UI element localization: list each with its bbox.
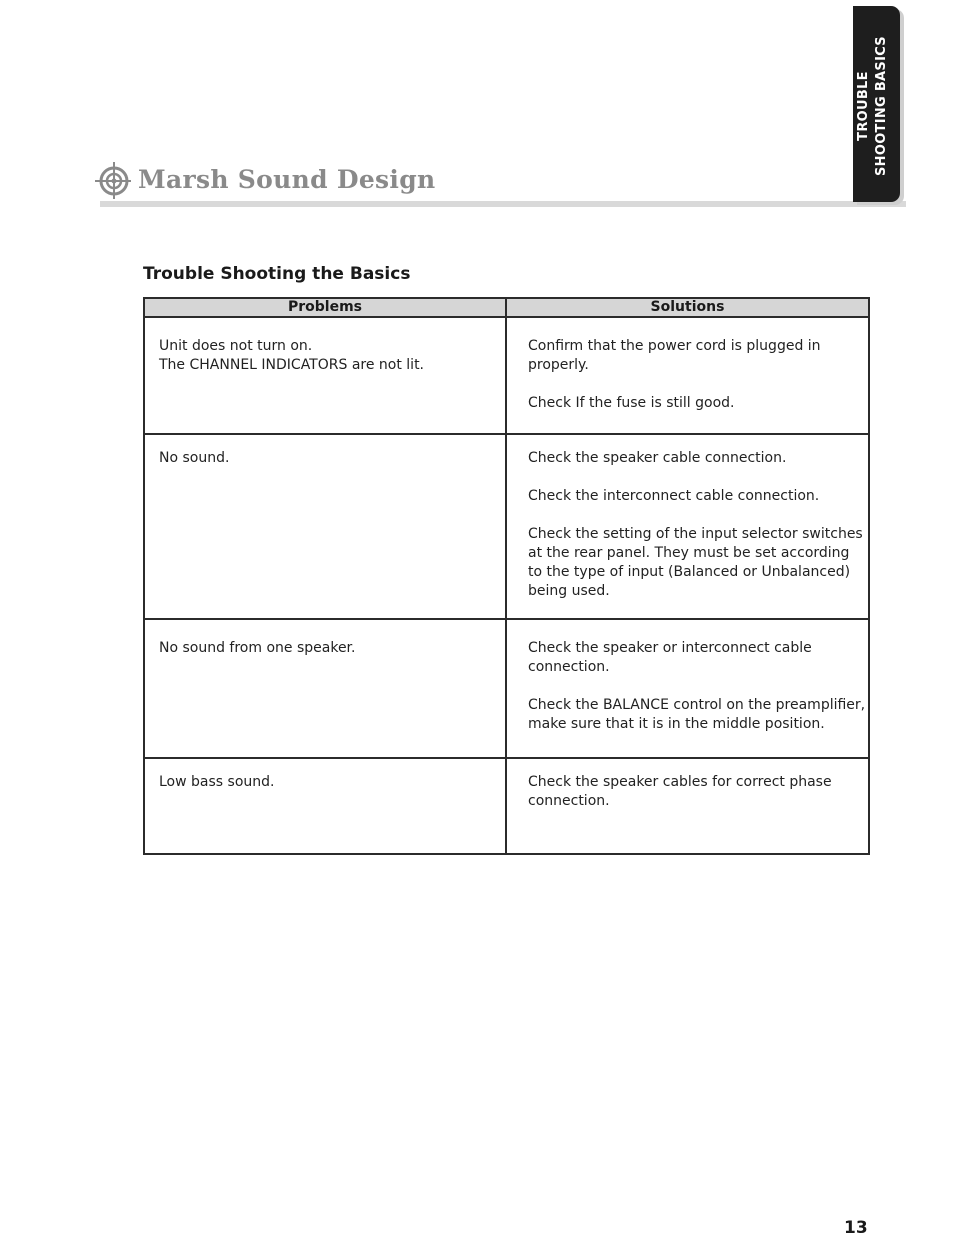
problem-text: No sound. [159,450,230,466]
solution-cell [506,317,869,434]
section-side-tab [853,6,900,202]
solutions-header: Solutions [506,298,869,317]
problem-cell [144,434,506,619]
table-row [144,317,869,434]
problem-cell [144,619,506,758]
brand-target-icon [94,160,132,200]
solution-text: connection. [528,793,610,809]
solution-text: Check the setting of the input selector switches [528,526,863,542]
troubleshooting-table [143,297,870,855]
table-row [144,619,869,758]
solution-text: properly. [528,357,589,373]
section-title: Trouble Shooting the Basics [143,264,411,284]
problem-text: The CHANNEL INDICATORS are not lit. [159,357,425,373]
solution-text: Check the speaker cables for correct phase [528,774,832,790]
solution-text: connection. [528,659,610,675]
solution-text: Check the speaker cable connection. [528,450,787,466]
problem-cell [144,317,506,434]
solution-text: being used. [528,583,610,599]
side-tab-line-1: TROUBLE [856,71,871,141]
problems-header: Problems [144,298,506,317]
solution-text: make sure that it is in the middle position. [528,716,825,732]
solution-text: Check the interconnect cable connection. [528,488,820,504]
table-header-row [144,298,869,317]
solution-cell [506,619,869,758]
solution-text: to the type of input (Balanced or Unbalanced) [528,564,851,580]
solution-text: Check the speaker or interconnect cable [528,640,812,656]
table-row [144,434,869,619]
problem-text: No sound from one speaker. [159,640,356,656]
solution-cell [506,758,869,854]
page-number: 13 [844,1218,868,1238]
brand-name: Marsh Sound Design [138,165,436,194]
table-row [144,758,869,854]
problem-text: Unit does not turn on. [159,338,313,354]
solution-text: at the rear panel. They must be set according [528,545,850,561]
problem-cell [144,758,506,854]
solution-text: Check If the fuse is still good. [528,395,735,411]
solution-cell [506,434,869,619]
problem-text: Low bass sound. [159,774,275,790]
solution-text: Check the BALANCE control on the preamplifier, [528,697,866,713]
solution-text: Confirm that the power cord is plugged in [528,338,821,354]
side-tab-line-2: SHOOTING BASICS [874,36,889,176]
header-divider [100,201,906,207]
